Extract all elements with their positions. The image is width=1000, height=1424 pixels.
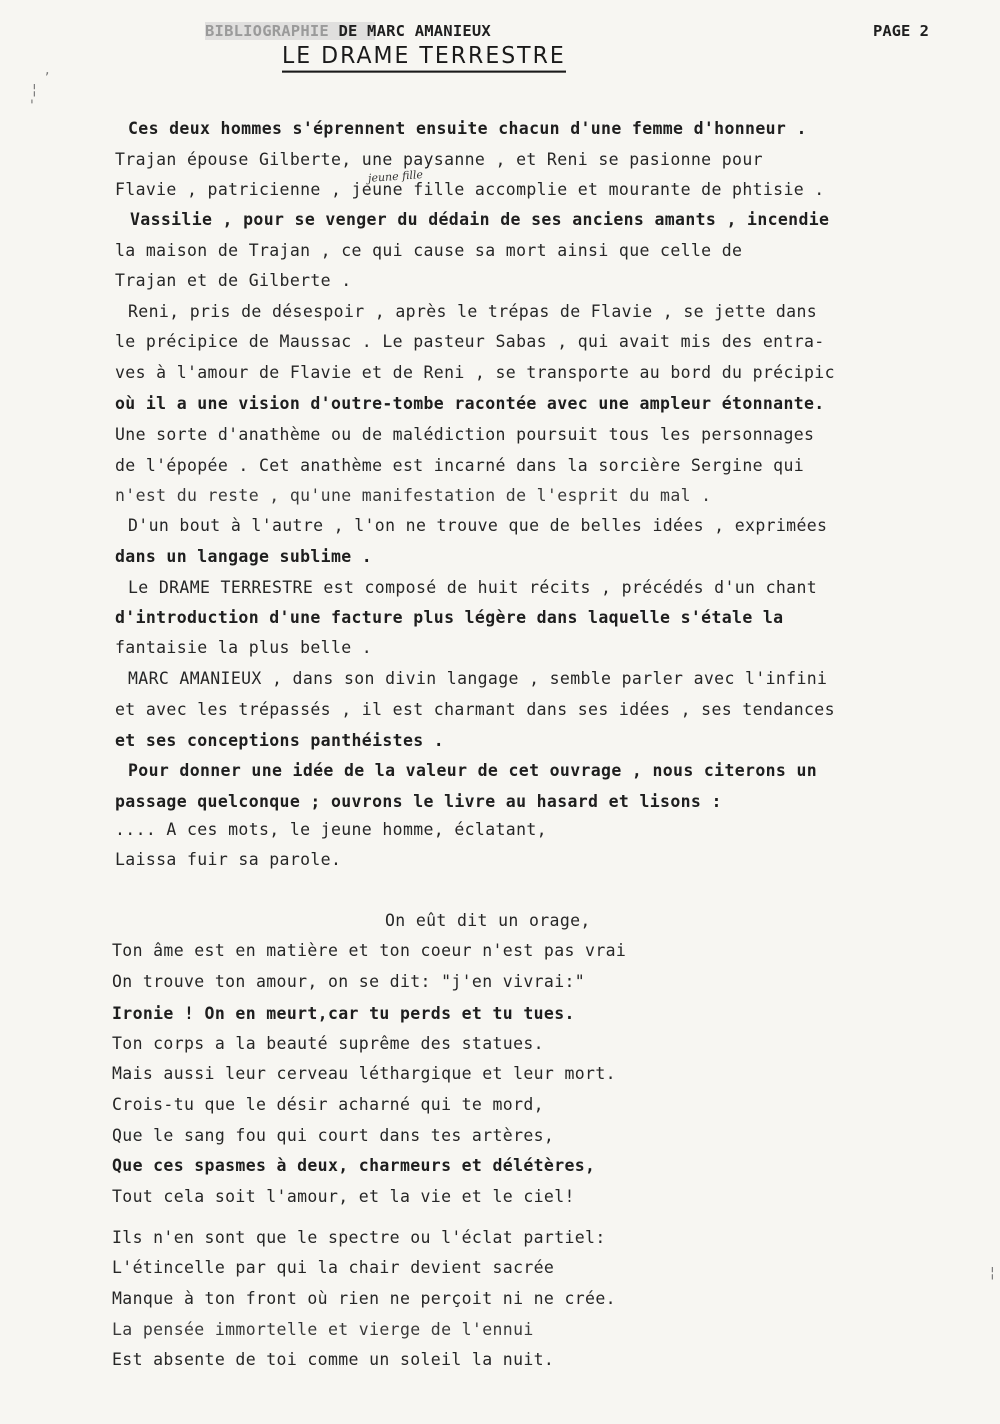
- verse-line: On eût dit un orage,: [385, 911, 591, 930]
- prose-line: de l'épopée . Cet anathème est incarné dans la sorcière Sergine qui: [115, 456, 805, 475]
- page-number: PAGE 2: [873, 22, 929, 40]
- prose-line: Trajan épouse Gilberte, une paysanne , et Reni se pasionne pour: [115, 150, 763, 169]
- prose-line: n'est du reste , qu'une manifestation de l'esprit du mal .: [115, 486, 712, 505]
- prose-line: dans un langage sublime .: [115, 547, 373, 566]
- prose-line: la maison de Trajan , ce qui cause sa mort ainsi que celle de: [115, 241, 743, 260]
- prose-line: le précipice de Maussac . Le pasteur Sabas , qui avait mis des entra-: [115, 332, 825, 351]
- handwritten-title: LE DRAME TERRESTRE: [282, 44, 566, 72]
- verse-line: Ironie ! On en meurt,car tu perds et tu tues.: [112, 1004, 575, 1023]
- prose-line: et ses conceptions panthéistes .: [115, 731, 445, 750]
- verse-line: La pensée immortelle et vierge de l'ennui: [112, 1320, 534, 1339]
- verse-line: Que le sang fou qui court dans tes artères,: [112, 1126, 555, 1145]
- prose-line: et avec les trépassés , il est charmant dans ses idées , ses tendances: [115, 700, 835, 719]
- prose-line: où il a une vision d'outre-tombe racontée avec une ampleur étonnante.: [115, 394, 825, 413]
- prose-line: .... A ces mots, le jeune homme, éclatant,: [115, 820, 547, 839]
- verse-line: On trouve ton amour, on se dit: "j'en vivrai:": [112, 972, 586, 991]
- verse-line: Tout cela soit l'amour, et la vie et le ciel!: [112, 1187, 575, 1206]
- verse-line: Ton corps a la beauté suprême des statues.: [112, 1034, 544, 1053]
- verse-line: Manque à ton front où rien ne perçoit ni ne crée.: [112, 1289, 616, 1308]
- prose-line: ves à l'amour de Flavie et de Reni , se transporte au bord du précipic: [115, 363, 835, 382]
- handwritten-insertion: jeune fille: [367, 168, 424, 185]
- prose-line: Flavie , patricienne , jeune fille accomplie et mourante de phtisie .: [115, 180, 825, 199]
- verse-line: Mais aussi leur cerveau léthargique et leur mort.: [112, 1064, 616, 1083]
- struck-word: BIBLIOGRAPHIE: [205, 22, 329, 40]
- margin-mark: ¦: [990, 1265, 995, 1281]
- prose-line: MARC AMANIEUX , dans son divin langage , semble parler avec l'infini: [128, 669, 828, 688]
- prose-line: Une sorte d'anathème ou de malédiction poursuit tous les personnages: [115, 425, 815, 444]
- prose-line: Le DRAME TERRESTRE est composé de huit récits , précédés d'un chant: [128, 578, 818, 597]
- verse-line: Crois-tu que le désir acharné qui te mord,: [112, 1095, 544, 1114]
- verse-line: Ton âme est en matière et ton coeur n'est pas vrai: [112, 941, 627, 960]
- margin-mark: ¦: [32, 82, 37, 98]
- page-header: [205, 22, 491, 40]
- prose-line: Trajan et de Gilberte .: [115, 271, 352, 290]
- prose-line: D'un bout à l'autre , l'on ne trouve que de belles idées , exprimées: [128, 516, 828, 535]
- prose-line: Pour donner une idée de la valeur de cet ouvrage , nous citerons un: [128, 761, 818, 780]
- prose-line: Ces deux hommes s'éprennent ensuite chacun d'une femme d'honneur .: [128, 119, 807, 138]
- prose-line: Reni, pris de désespoir , après le trépas de Flavie , se jette dans: [128, 302, 818, 321]
- prose-line: fantaisie la plus belle .: [115, 638, 373, 657]
- header-text: DE MARC AMANIEUX: [328, 22, 491, 40]
- verse-line: Ils n'en sont que le spectre ou l'éclat partiel:: [112, 1228, 606, 1247]
- verse-line: Est absente de toi comme un soleil la nuit.: [112, 1350, 555, 1369]
- prose-line: Vassilie , pour se venger du dédain de ses anciens amants , incendie: [130, 210, 830, 229]
- margin-mark: ,: [45, 62, 50, 78]
- prose-line: passage quelconque ; ouvrons le livre au hasard et lisons :: [115, 792, 722, 811]
- margin-mark: ': [30, 98, 34, 114]
- prose-line: d'introduction d'une facture plus légère dans laquelle s'étale la: [115, 608, 784, 627]
- prose-line: Laissa fuir sa parole.: [115, 850, 342, 869]
- verse-line: L'étincelle par qui la chair devient sacrée: [112, 1258, 555, 1277]
- verse-line: Que ces spasmes à deux, charmeurs et délétères,: [112, 1156, 596, 1175]
